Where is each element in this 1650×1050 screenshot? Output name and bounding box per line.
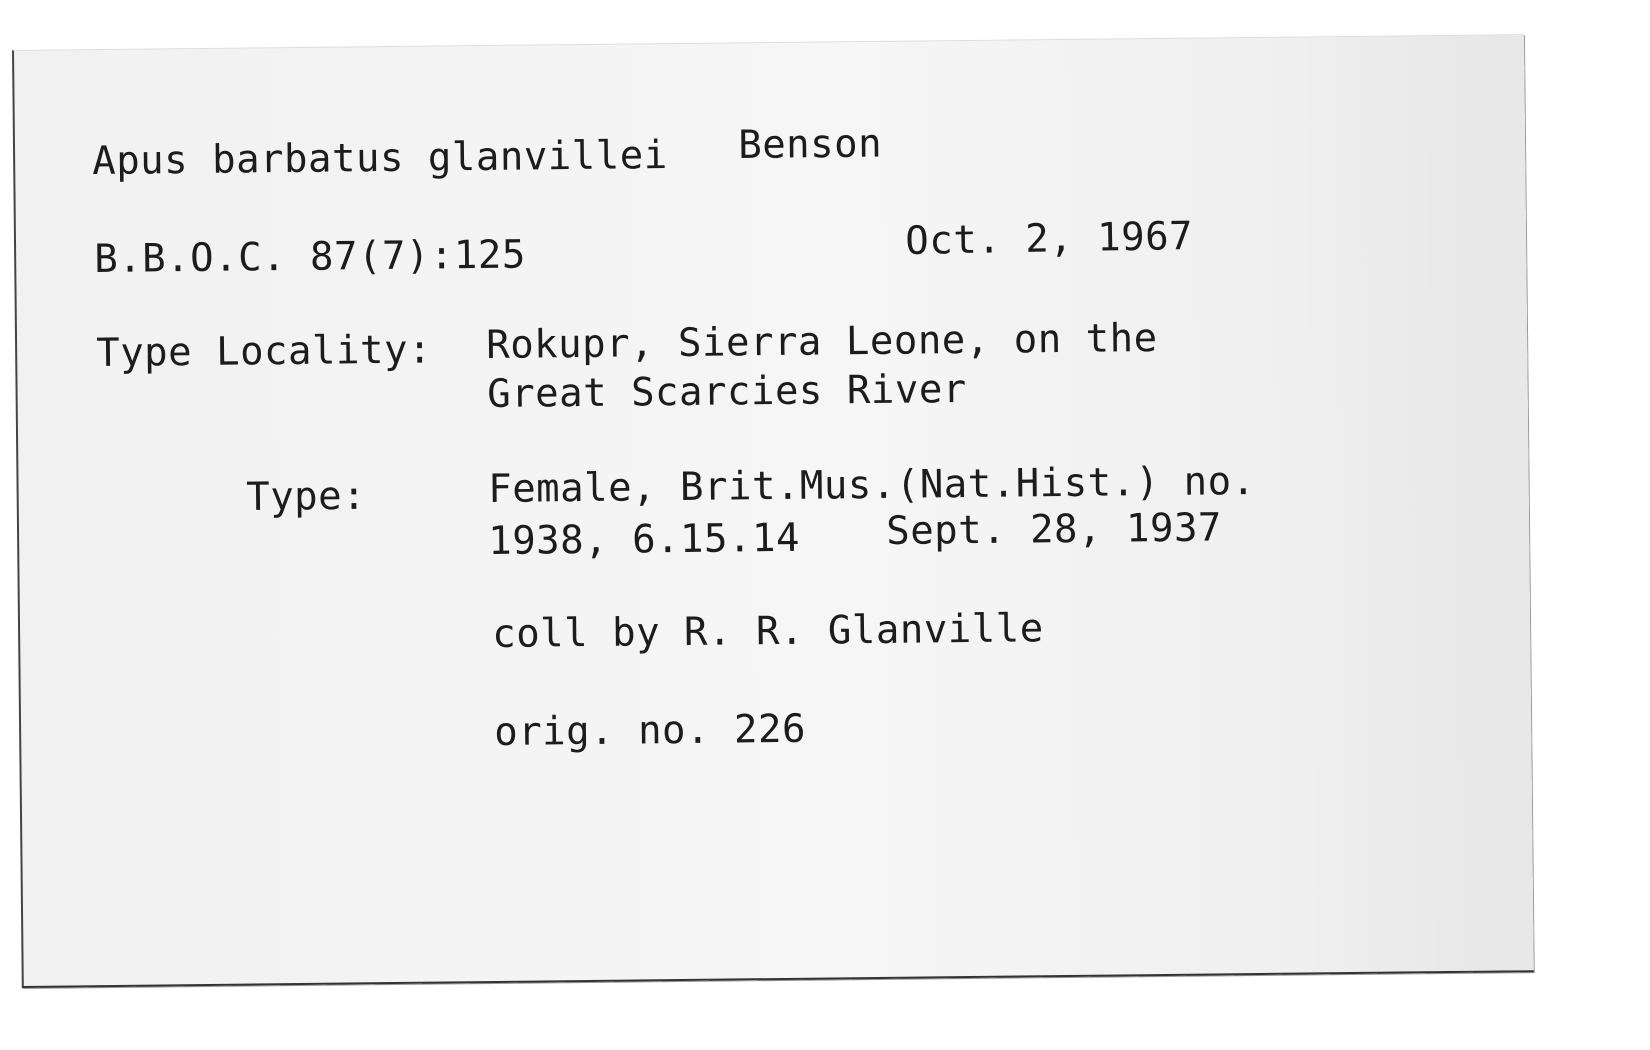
type-locality-line1: Rokupr, Sierra Leone, on the xyxy=(485,315,1158,368)
type-line1: Female, Brit.Mus.(Nat.Hist.) no. xyxy=(487,458,1256,512)
author-name: Benson xyxy=(737,121,883,168)
type-label: Type: xyxy=(245,473,367,520)
original-number: orig. no. 226 xyxy=(493,706,807,755)
reference-citation: B.B.O.C. 87(7):125 xyxy=(93,232,527,282)
type-registration-number: 1938, 6.15.14 xyxy=(487,515,801,564)
collector-line: coll by R. R. Glanville xyxy=(491,606,1044,657)
reference-date: Oct. 2, 1967 xyxy=(904,213,1194,264)
type-collection-date: Sept. 28, 1937 xyxy=(885,505,1223,554)
species-name: Apus barbatus glanvillei xyxy=(91,132,668,184)
type-locality-line2: Great Scarcies River xyxy=(486,366,968,417)
type-locality-label: Type Locality: xyxy=(95,327,433,376)
